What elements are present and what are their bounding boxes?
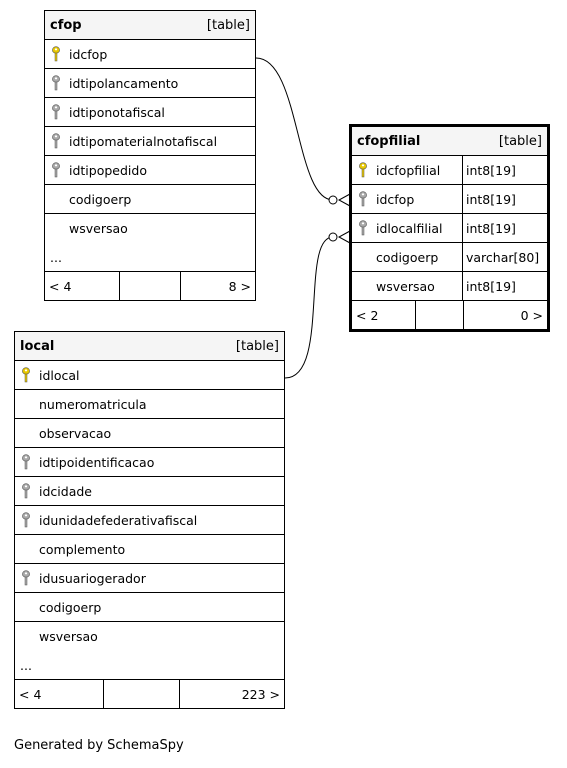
column-name: idtipolancamento [69,75,179,91]
column-row-idtipolancamento[interactable] [45,69,255,98]
column-name: idtipomaterialnotafiscal [69,133,218,149]
column-name: numeromatricula [39,396,147,412]
primary-key-icon [15,367,37,383]
column-row-idlocalfilial[interactable] [352,214,547,243]
children-count[interactable]: 0 > [520,307,543,323]
primary-key-icon [45,46,67,62]
column-name: idtiponotafiscal [69,104,165,120]
column-row-idtipomaterialnotafiscal[interactable] [45,127,255,156]
column-name-cell [352,185,463,213]
column-type: int8[19] [466,278,516,294]
column-row-idunidadefederativafiscal[interactable] [15,506,284,535]
children-count[interactable]: 223 > [241,686,280,702]
column-name: idlocalfilial [376,220,443,236]
table-type-label: [table] [498,133,542,149]
foreign-key-icon [45,133,67,149]
table-local[interactable] [14,331,285,709]
link-local-cfopfilial [285,237,333,378]
table-cfop[interactable] [44,10,256,301]
column-name: idcidade [39,483,92,499]
column-name: idunidadefederativafiscal [39,512,198,528]
table-type-label: [table] [235,338,279,354]
column-row-idtiponotafiscal[interactable] [45,98,255,127]
column-row-idcidade[interactable] [15,477,284,506]
table-footer [352,301,547,329]
column-name: wsversao [69,221,128,236]
column-name: idtipoidentificacao [39,454,155,470]
column-row-idlocal[interactable] [15,361,284,390]
column-row-observacao[interactable] [15,419,284,448]
column-type: int8[19] [466,162,516,178]
column-row-idtipoidentificacao[interactable] [15,448,284,477]
column-name: idcfopfilial [376,162,441,178]
table-footer [15,680,284,708]
column-row-codigoerp[interactable] [45,185,255,214]
column-name-cell [352,214,463,242]
ellipsis: ... [50,249,62,265]
column-name: observacao [39,425,112,441]
table-header [45,11,255,40]
column-row-numeromatricula[interactable] [15,390,284,419]
generated-by-caption: Generated by SchemaSpy [14,738,184,753]
column-type: int8[19] [466,220,516,236]
column-name: codigoerp [376,249,439,265]
column-row-idcfopfilial[interactable] [352,156,547,185]
foreign-key-icon [15,570,37,586]
table-type-label: [table] [206,17,250,33]
column-name: wsversao [39,629,98,644]
column-name: complemento [39,541,126,557]
foreign-key-icon [45,75,67,91]
column-name: codigoerp [69,191,132,207]
column-list [15,361,284,651]
parents-count[interactable]: < 4 [45,272,120,300]
column-name-cell [352,272,463,300]
column-name: codigoerp [39,599,102,615]
parents-count[interactable]: < 4 [15,680,104,708]
table-name[interactable]: local [20,338,55,354]
column-name: idcfop [69,46,108,62]
table-header [15,332,284,361]
column-type: int8[19] [466,191,516,207]
column-row-idcfop[interactable] [45,40,255,69]
ellipsis: ... [20,657,32,673]
table-cfopfilial[interactable] [349,124,550,332]
parents-count[interactable]: < 2 [352,301,416,329]
foreign-key-icon [15,512,37,528]
foreign-key-icon [45,104,67,120]
table-header [352,127,547,156]
column-list [45,40,255,243]
table-name[interactable]: cfopfilial [357,133,421,149]
footer-spacer [104,680,180,708]
column-row-codigoerp[interactable] [352,243,547,272]
table-name[interactable]: cfop [50,17,82,33]
link-cfop-optional-marker [329,196,337,204]
table-footer [45,272,255,300]
foreign-key-icon [45,162,67,178]
column-name: idlocal [39,367,80,383]
more-columns-row [15,651,284,680]
children-count[interactable]: 8 > [228,278,251,294]
column-name-cell [352,243,463,271]
column-row-idcfop[interactable] [352,185,547,214]
column-row-idtipopedido[interactable] [45,156,255,185]
primary-key-icon [352,162,374,178]
column-type: varchar[80] [466,249,540,265]
column-row-complemento[interactable] [15,535,284,564]
link-cfop-cfopfilial [256,58,333,200]
column-row-wsversao[interactable] [352,272,547,301]
column-name-cell [352,156,463,184]
more-columns-row [45,243,255,272]
column-name: idcfop [376,191,415,207]
foreign-key-icon [15,454,37,470]
column-name: idtipopedido [69,162,147,178]
column-row-codigoerp[interactable] [15,593,284,622]
column-name: idusuariogerador [39,570,146,586]
column-list [352,156,547,301]
column-row-wsversao[interactable] [15,622,284,651]
column-row-wsversao[interactable] [45,214,255,243]
foreign-key-icon [352,191,374,207]
footer-spacer [120,272,181,300]
foreign-key-icon [352,220,374,236]
foreign-key-icon [15,483,37,499]
column-row-idusuariogerador[interactable] [15,564,284,593]
footer-spacer [416,301,464,329]
column-name: wsversao [376,278,435,294]
link-local-optional-marker [329,233,337,241]
